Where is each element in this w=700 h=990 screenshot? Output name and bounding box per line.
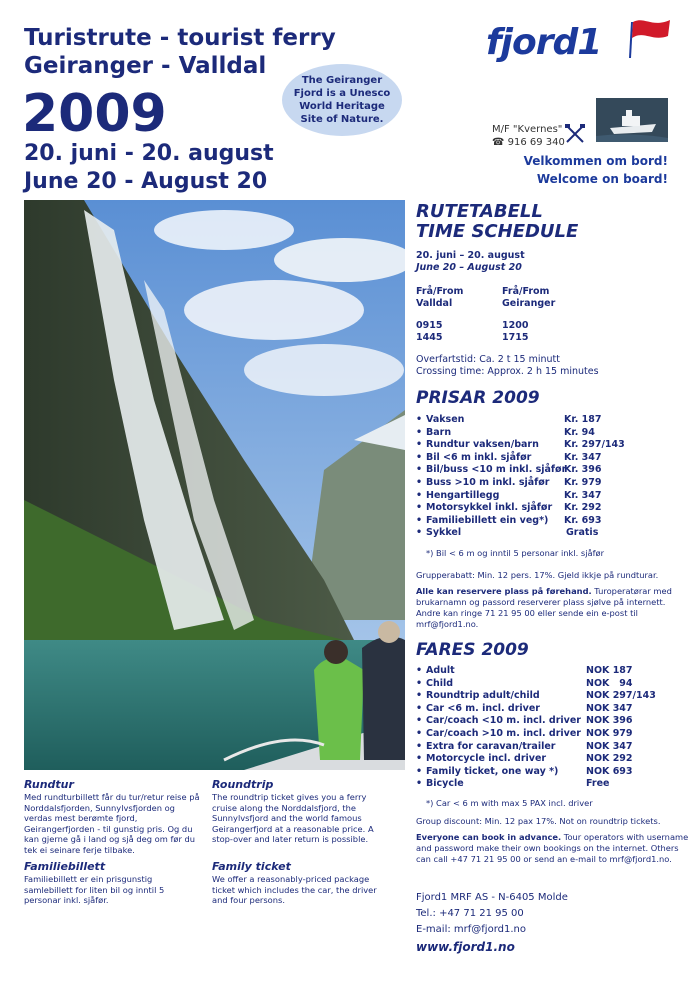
- list-item: • Family ticket, one way *) NOK 693: [416, 765, 633, 777]
- departure-valldal-2: 1445: [416, 332, 443, 343]
- prices-no-reservation: Alle kan reservere plass på førehand. Turoperatørar med brukarnamn og passord reserverer plass sjølve på internett. Andre kan ringe 71 21 95 00 eller sende ein e-post til mrf@fjord1.no.: [416, 586, 672, 629]
- family-ticket-text: We offer a reasonably-priced package ticket which includes the car, the driver and four persons.: [212, 874, 377, 905]
- list-item: • Buss >10 m inkl. sjåfør Kr. 979: [416, 476, 602, 488]
- contact-phone: Tel.: +47 71 21 95 00: [416, 908, 524, 919]
- list-item: • Familiebillett ein veg*) Kr. 693: [416, 514, 602, 526]
- roundtrip-text: The roundtrip ticket gives you a ferry cruise along the Norddalsfjord, the Sunnylvsfjord and the world famous Geirangerfjord at a reasonable price. A stop-over and later return is possible.: [212, 792, 374, 844]
- date-range-no: 20. juni - 20. august: [24, 141, 274, 166]
- title-line-2: Geiranger - Valldal: [24, 53, 267, 79]
- cutlery-icon: [564, 124, 586, 144]
- familiebillett-title: Familiebillett: [24, 860, 106, 873]
- date-range-en: June 20 - August 20: [24, 169, 268, 194]
- timetable-title-no: RUTETABELL: [416, 201, 543, 222]
- list-item: • Vaksen Kr. 187: [416, 414, 602, 425]
- roundtrip-title: Roundtrip: [212, 778, 274, 791]
- family-ticket-title: Family ticket: [212, 860, 291, 873]
- logo-flag-icon: [626, 18, 672, 58]
- prices-no-footnote: *) Bil < 6 m og inntil 5 personar inkl. sjåfør: [426, 548, 605, 558]
- welcome-en: Welcome on board!: [536, 172, 668, 186]
- col-geiranger-head1: Frå/From: [502, 286, 550, 297]
- list-item: • Child NOK 94: [416, 677, 633, 689]
- fares-en-group-discount: Group discount: Min. 12 pax 17%. Not on roundtrip tickets.: [416, 816, 661, 826]
- fares-en-list: [416, 665, 686, 791]
- col-valldal-head2: Valldal: [416, 298, 453, 309]
- list-item: • Car <6 m. incl. driver NOK 347: [416, 702, 633, 714]
- list-item: • Adult NOK 187: [416, 665, 633, 676]
- departure-geiranger-2: 1715: [502, 332, 529, 343]
- fjord1-logo: [486, 18, 676, 74]
- departure-valldal-1: 0915: [416, 320, 443, 331]
- list-item: • Extra for caravan/trailer NOK 347: [416, 740, 633, 752]
- contact-email[interactable]: E-mail: mrf@fjord1.no: [416, 924, 526, 935]
- list-item: • Motorcycle incl. driver NOK 292: [416, 753, 633, 765]
- ship-photo: [596, 98, 668, 142]
- timetable-title-en: TIME SCHEDULE: [416, 221, 579, 242]
- unesco-badge-text: The Geiranger Fjord is a Unesco World Heritage Site of Nature.: [293, 75, 391, 125]
- fares-en-title: FARES 2009: [416, 640, 529, 660]
- timetable-period-en: June 20 – August 20: [416, 262, 522, 273]
- list-item: • Bicycle Free: [416, 778, 610, 790]
- list-item: • Car/coach <10 m. incl. driver NOK 396: [416, 715, 633, 727]
- fares-en-footnote: *) Car < 6 m with max 5 PAX incl. driver: [426, 798, 593, 808]
- crossing-time-en: Crossing time: Approx. 2 h 15 minutes: [416, 366, 599, 377]
- ship-phone: ☎ 916 69 340: [492, 137, 565, 148]
- timetable-period-no: 20. juni – 20. august: [416, 250, 525, 261]
- col-valldal-head1: Frå/From: [416, 286, 464, 297]
- rundtur-title: Rundtur: [24, 778, 74, 791]
- crossing-time-no: Overfartstid: Ca. 2 t 15 minutt: [416, 354, 561, 365]
- year-heading: 2009: [22, 84, 167, 144]
- website-link[interactable]: www.fjord1.no: [416, 940, 515, 954]
- prices-no-list: [416, 414, 686, 540]
- logo-text: fjord1: [486, 22, 602, 63]
- prices-no-group-discount: Grupperabatt: Min. 12 pers. 17%. Gjeld ikkje på rundturar.: [416, 570, 659, 580]
- rundtur-text: Med rundturbillett får du tur/retur reise på Norddalsfjorden, Sunnylvsfjorden og verdas mest berømte fjord, Geirangerfjorden - til gunstig pris. Og du kan gjerne gå i land og sjå deg om før du tek ei seinare ferje tilbake.: [24, 792, 200, 855]
- prices-no-title: PRISAR 2009: [416, 388, 540, 408]
- list-item: • Barn Kr. 94: [416, 426, 595, 438]
- list-item: • Rundtur vaksen/barn Kr. 297/143: [416, 439, 625, 451]
- ship-name: M/F "Kvernes": [492, 124, 563, 135]
- familiebillett-text: Familiebillett er ein prisgunstig samlebillett for liten bil og inntil 5 personar inkl. sjåfør.: [24, 874, 165, 905]
- list-item: • Hengartillegg Kr. 347: [416, 489, 602, 501]
- departure-geiranger-1: 1200: [502, 320, 529, 331]
- contact-company: Fjord1 MRF AS - N-6405 Molde: [416, 892, 568, 903]
- list-item: • Roundtrip adult/child NOK 297/143: [416, 690, 656, 702]
- list-item: • Bil/buss <10 m inkl. sjåfør Kr. 396: [416, 464, 602, 476]
- waterfall-photo: [24, 200, 405, 770]
- list-item: • Motorsykkel inkl. sjåfør Kr. 292: [416, 502, 602, 514]
- title-line-1: Turistrute - tourist ferry: [24, 25, 336, 51]
- list-item: • Car/coach >10 m. incl. driver NOK 979: [416, 727, 633, 739]
- list-item: • Sykkel Gratis: [416, 527, 599, 539]
- fares-en-booking: Everyone can book in advance. Tour operators with username and password make their own bookings on the internet. Others can call +47 71 21 95 00 or send an e-mail to mrf@fjord1.no.: [416, 832, 689, 864]
- list-item: • Bil <6 m inkl. sjåfør Kr. 347: [416, 451, 602, 463]
- col-geiranger-head2: Geiranger: [502, 298, 556, 309]
- welcome-no: Velkommen om bord!: [523, 154, 668, 168]
- unesco-badge: [282, 64, 402, 136]
